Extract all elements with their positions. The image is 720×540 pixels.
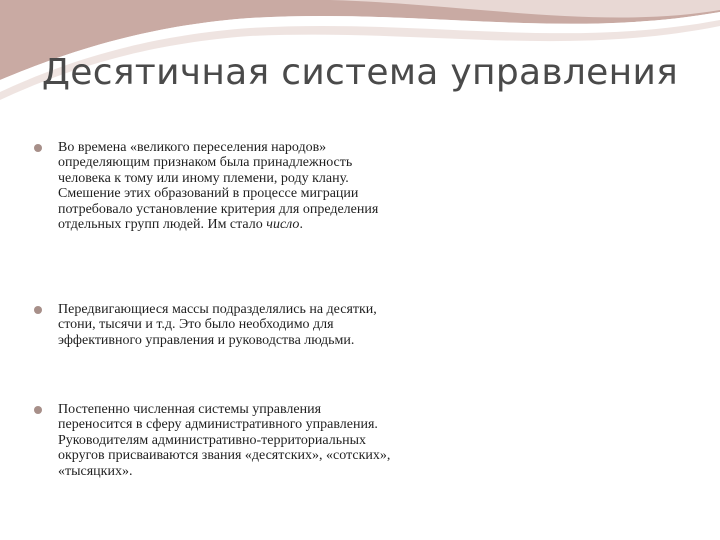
bullet-item	[34, 402, 394, 479]
bullet-dot-icon	[34, 144, 42, 152]
bullet-text: Передвигающиеся массы подразделялись на десятки, стони, тысячи и т.д. Это было необходимо для эффективного управления и руководства людьми.	[58, 302, 377, 348]
slide-title: Десятичная система управления	[41, 52, 679, 93]
bullet-dot-icon	[34, 406, 42, 414]
bullet-tail: .	[299, 217, 303, 233]
bullet-text: Во времена «великого переселения народов» определяющим признаком была принадлежность человека к тому или иному племени, роду клану. Смешение этих образований в процессе миграции потребовало установление критерия для определения отдельных групп людей. Им стало	[58, 140, 379, 233]
bullet-dot-icon	[34, 306, 42, 314]
bullet-item	[34, 140, 394, 232]
bullet-text: Постепенно численная системы управления переносится в сферу административного управления. Руководителям административно-территориальных округов присваиваются звания «десятских», «сотских», «тысяцких».	[58, 402, 391, 479]
bullet-item	[34, 302, 394, 348]
bullet-emphasis: число	[266, 217, 300, 233]
